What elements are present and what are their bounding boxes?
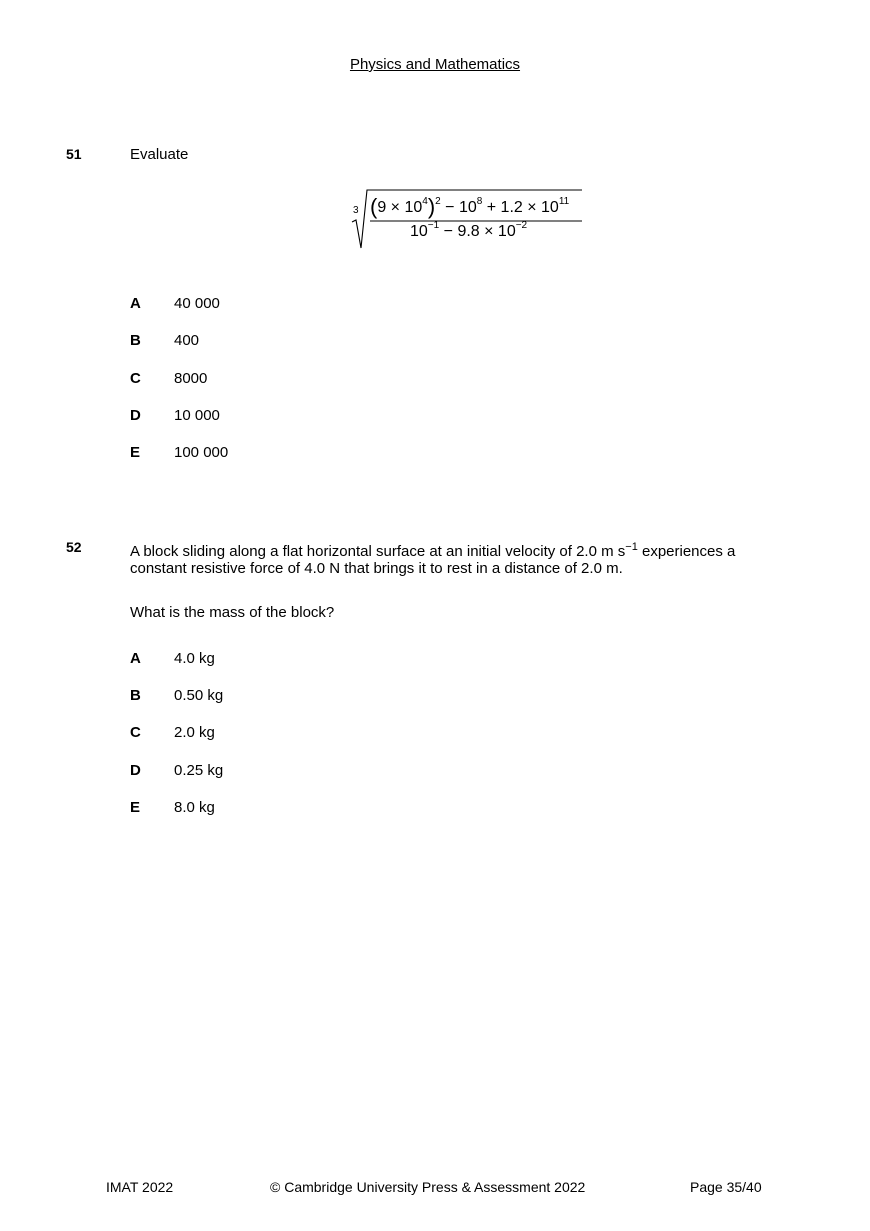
question-stem-52: A block sliding along a flat horizontal surface at an initial velocity of 2.0 m $s^{-1}$ experiences a constant resistive force of 4.0 N that brings it to rest in a distance of 2.0 m. bbox=[130, 541, 736, 577]
formula-numerator: $(9 \times 10^4)^2 - 10^8 + 1.2 \times 10^{11}$ bbox=[370, 194, 570, 219]
formula-denominator: $10^{-1} - 9.8 \times 10^{-2}$ bbox=[410, 220, 528, 240]
question-number-51: 51 bbox=[66, 146, 82, 162]
option-letter-51-d: D bbox=[130, 407, 141, 424]
question-stem-51: Evaluate bbox=[130, 146, 189, 163]
option-letter-52-e: E bbox=[130, 799, 141, 816]
option-letter-52-d: D bbox=[130, 762, 141, 779]
option-text-51-b: 400 bbox=[174, 332, 200, 349]
option-text-52-c: 2.0 kg bbox=[174, 724, 215, 741]
option-text-51-c: 8000 bbox=[174, 370, 208, 387]
root-index: 3 bbox=[353, 205, 359, 216]
option-text-52-d: 0.25 kg bbox=[174, 762, 224, 779]
question-number-52: 52 bbox=[66, 539, 82, 555]
option-letter-51-e: E bbox=[130, 444, 141, 461]
question-prompt-52: What is the mass of the block? bbox=[130, 604, 335, 621]
option-letter-52-a: A bbox=[130, 650, 141, 667]
option-text-52-a: 4.0 kg bbox=[174, 650, 215, 667]
option-text-51-a: 40 000 bbox=[174, 295, 220, 312]
option-letter-52-c: C bbox=[130, 724, 141, 741]
option-letter-51-b: B bbox=[130, 332, 141, 349]
option-letter-51-a: A bbox=[130, 295, 141, 312]
cube-root-formula bbox=[350, 186, 590, 254]
option-text-52-e: 8.0 kg bbox=[174, 799, 215, 816]
option-letter-51-c: C bbox=[130, 370, 141, 387]
option-text-51-d: 10 000 bbox=[174, 407, 220, 424]
footer-page-number: Page 35/40 bbox=[690, 1179, 762, 1195]
footer-exam-name: IMAT 2022 bbox=[106, 1179, 174, 1195]
option-text-52-b: 0.50 kg bbox=[174, 687, 224, 704]
footer-copyright: © Cambridge University Press & Assessment 2022 bbox=[270, 1179, 586, 1195]
option-text-51-e: 100 000 bbox=[174, 444, 229, 461]
page-header: Physics and Mathematics bbox=[349, 56, 521, 73]
option-letter-52-b: B bbox=[130, 687, 141, 704]
